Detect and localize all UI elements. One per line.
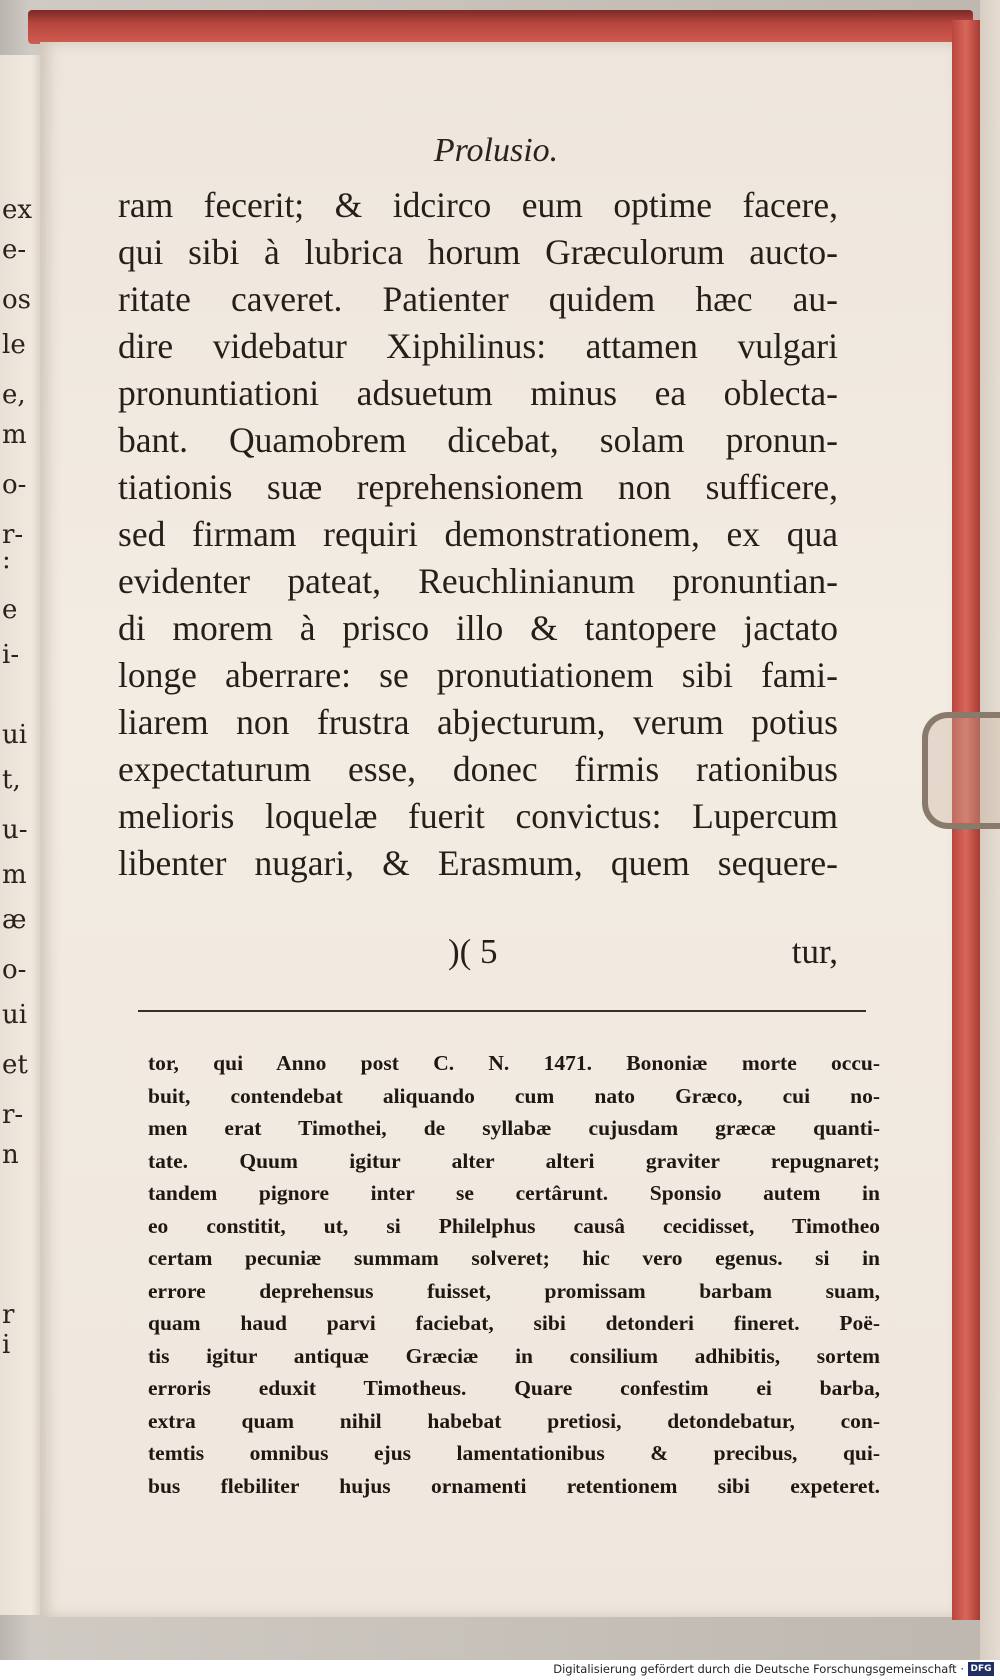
text-line: ritate caveret. Patienter quidem hæc au-	[118, 279, 838, 319]
margin-fragment: os	[2, 285, 31, 315]
text-line: melioris loquelæ fuerit convictus: Lupercum	[118, 796, 838, 836]
footnote-line: men erat Timothei, de syllabæ cujusdam græcæ quanti-	[148, 1116, 880, 1140]
text-line: bant. Quamobrem dicebat, solam pronun-	[118, 420, 838, 460]
page-edge-top	[28, 10, 973, 44]
text-line: ram fecerit; & idcirco eum optime facere,	[118, 185, 838, 225]
margin-fragment: ex	[2, 195, 33, 225]
margin-fragment: m	[2, 420, 27, 450]
footer-bar	[0, 1660, 1000, 1680]
binding-strip	[980, 0, 1000, 1660]
catch-line	[118, 932, 838, 976]
margin-fragment: ui	[2, 720, 28, 750]
text-line: sed firmam requiri demonstrationem, ex qua	[118, 514, 838, 554]
text-line: longe aberrare: se pronutiationem sibi fami-	[118, 655, 838, 695]
text-line: tiationis suæ reprehensionem non sufficere,	[118, 467, 838, 507]
footnote-line: buit, contendebat aliquando cum nato Græco, cui no-	[148, 1083, 880, 1108]
margin-fragment: ui	[2, 1000, 28, 1030]
text-line: liarem non frustra abjecturum, verum potius	[118, 702, 838, 742]
previous-page-sliver	[0, 55, 45, 1615]
footnote-line: extra quam nihil habebat pretiosi, detondebatur, con-	[148, 1408, 880, 1433]
book-page	[40, 42, 952, 1617]
margin-fragment: e,	[2, 380, 26, 410]
margin-fragment: o-	[2, 955, 27, 985]
margin-fragment: m	[2, 860, 27, 890]
footnote-text	[148, 1047, 880, 1502]
text-line: libenter nugari, & Erasmum, quem sequere-	[118, 843, 838, 883]
text-line: dire videbatur Xiphilinus: attamen vulgari	[118, 326, 838, 366]
catchword: tur,	[791, 932, 838, 971]
margin-fragment: i	[2, 1330, 11, 1360]
footnote-line: tandem pignore inter se certârunt. Sponsio autem in	[148, 1181, 880, 1205]
dfg-logo: DFG	[968, 1662, 994, 1676]
margin-fragment: t,	[2, 765, 21, 795]
text-line: evidenter pateat, Reuchlinianum pronuntian-	[118, 561, 838, 601]
margin-fragment: r-	[2, 1100, 24, 1130]
margin-fragment: n	[2, 1140, 19, 1170]
margin-fragment: e-	[2, 235, 27, 265]
margin-fragment: i-	[2, 640, 20, 670]
signature-mark: )( 5	[448, 932, 498, 971]
text-line: qui sibi à lubrica horum Græculorum aucto-	[118, 232, 838, 272]
footnote-line: eo constitit, ut, si Philelphus causâ cecidisset, Timotheo	[148, 1213, 880, 1238]
footnote-line: errore deprehensus fuisset, promissam barbam suam,	[148, 1278, 880, 1303]
footnote-line: certam pecuniæ summam solveret; hic vero egenus. si in	[148, 1246, 880, 1270]
text-line: expectaturum esse, donec firmis rationibus	[118, 749, 838, 789]
footnote-line: tate. Quum igitur alter alteri graviter repugnaret;	[148, 1148, 880, 1173]
margin-fragment: le	[2, 330, 26, 360]
margin-fragment: u-	[2, 815, 28, 845]
text-line: pronuntiationi adsuetum minus ea oblecta-	[118, 373, 838, 413]
footnote-rule	[138, 1010, 866, 1012]
margin-fragment: æ	[2, 905, 27, 935]
text-line: di morem à prisco illo & tantopere jactato	[118, 608, 838, 648]
margin-fragment: et	[2, 1050, 28, 1080]
book-clasp	[922, 712, 1000, 829]
running-header: Prolusio.	[433, 132, 559, 169]
funding-credit: Digitalisierung gefördert durch die Deutsche Forschungsgemeinschaft ·	[553, 1662, 964, 1676]
margin-fragment: r	[2, 1300, 15, 1330]
footnote-line: tis igitur antiquæ Græciæ in consilium adhibitis, sortem	[148, 1343, 880, 1368]
margin-fragment: :	[2, 545, 11, 575]
footnote-line: tor, qui Anno post C. N. 1471. Bononiæ morte occu-	[148, 1051, 880, 1075]
main-text	[118, 182, 838, 887]
footnote-line: quam haud parvi faciebat, sibi detonderi fineret. Poë-	[148, 1311, 880, 1335]
footnote-line: temtis omnibus ejus lamentationibus & precibus, qui-	[148, 1441, 880, 1465]
footnote-line: bus flebiliter hujus ornamenti retentionem sibi expeteret.	[148, 1473, 880, 1498]
margin-fragment: e	[2, 595, 18, 625]
footnote-line: erroris eduxit Timotheus. Quare confestim ei barba,	[148, 1376, 880, 1400]
margin-fragment: r-	[2, 520, 24, 550]
margin-fragment: o-	[2, 470, 27, 500]
